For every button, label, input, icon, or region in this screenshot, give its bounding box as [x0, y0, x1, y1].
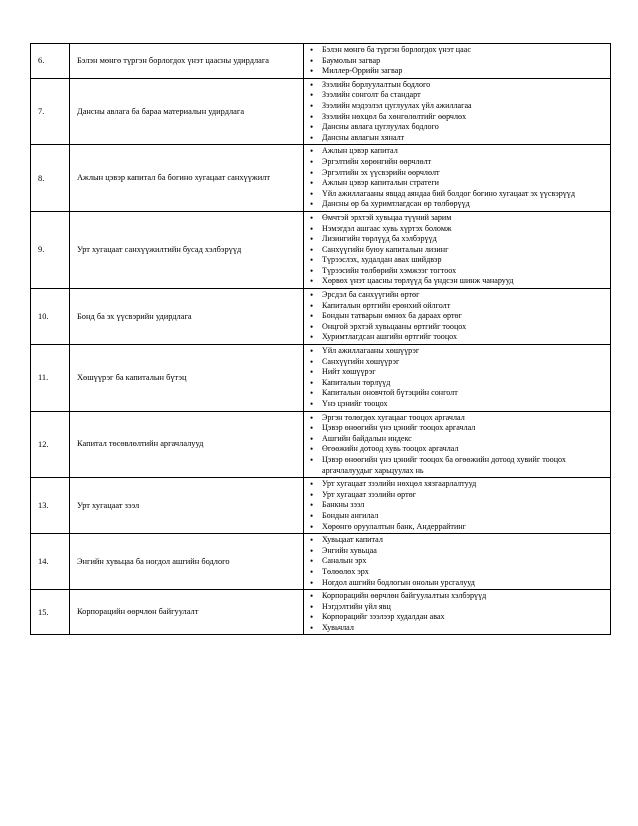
list-item: • Хуримтлагдсан ашгийн өртгийг тооцох [308, 332, 606, 343]
row-number: 12. [31, 411, 70, 478]
row-subtopics [304, 345, 611, 412]
list-item: • Бондын татварын өмнөх ба дараах өртөг [308, 311, 606, 322]
syllabus-table [30, 43, 611, 635]
list-item: • Урт хугацаат зээлийн нөхцөл хязгаарлалтууд [308, 479, 606, 490]
subtopic-list [308, 146, 606, 210]
list-item: • Корпорацийн өөрчлөн байгуулалтын хэлбэрүүд [308, 591, 606, 602]
list-item: • Зээлийн мэдээлэл цуглуулах үйл ажиллагаа [308, 101, 606, 112]
list-item: • Нэмэгдэл ашгаас хувь хүртэх боломж [308, 224, 606, 235]
row-topic: Ажлын цэвэр капитал ба богино хугацаат санхүүжилт [70, 145, 304, 212]
list-item: • Дансны өр ба хуримтлагдсан өр төлбөрүүд [308, 199, 606, 210]
row-subtopics [304, 478, 611, 534]
list-item: • Үйл ажиллагааны явцад аяндаа бий болдог богино хугацаат эх үүсвэрүүд [308, 189, 606, 200]
list-item: • Санхүүгийн буюу капиталын лизинг [308, 245, 606, 256]
list-item: • Зээлийн сонголт ба стандарт [308, 90, 606, 101]
row-subtopics [304, 44, 611, 79]
row-number: 10. [31, 289, 70, 345]
list-item: • Түрээслэх, худалдан авах шийдвэр [308, 255, 606, 266]
list-item: • Өмчтэй эрхтэй хувьцаа түүний зарим [308, 213, 606, 224]
list-item: • Ашгийн байдалын индекс [308, 434, 606, 445]
row-number: 11. [31, 345, 70, 412]
row-number: 13. [31, 478, 70, 534]
table-row [31, 44, 611, 79]
list-item: • Нэгдэлтийн үйл явц [308, 602, 606, 613]
table-body [31, 44, 611, 635]
list-item: • Саналын эрх [308, 556, 606, 567]
list-item: • Зээлийн борлуулалтын бодлого [308, 80, 606, 91]
row-topic: Урт хугацаат зээл [70, 478, 304, 534]
list-item: • Хувьцаат капитал [308, 535, 606, 546]
row-subtopics [304, 289, 611, 345]
list-item: • Капиталын өртгийн ерөнхий ойлголт [308, 301, 606, 312]
row-topic: Корпорацийн өөрчлөн байгуулалт [70, 590, 304, 635]
subtopic-list [308, 346, 606, 410]
table-row [31, 345, 611, 412]
table-row [31, 78, 611, 145]
row-topic: Хөшүүрэг ба капиталын бүтэц [70, 345, 304, 412]
list-item: • Санхүүгийн хөшүүрэг [308, 357, 606, 368]
row-topic: Урт хугацаат санхүүжилтийн бусад хэлбэрүүд [70, 211, 304, 288]
list-item: • Онцгой эрхтэй хувьцааны өртгийг тооцох [308, 322, 606, 333]
table-row [31, 411, 611, 478]
list-item: • Бондын ангилал [308, 511, 606, 522]
row-subtopics [304, 411, 611, 478]
list-item: • Эргэн төлөгдөх хугацааг тооцох аргачлал [308, 413, 606, 424]
table-row [31, 478, 611, 534]
row-subtopics [304, 590, 611, 635]
list-item: • Үйл ажиллагааны хөшүүрэг [308, 346, 606, 357]
list-item: • Бэлэн мөнгө ба түргэн борлогдох үнэт цаас [308, 45, 606, 56]
list-item: • Ажлын цэвэр капиталын стратеги [308, 178, 606, 189]
row-topic: Бэлэн мөнгө түргэн борлогдох үнэт цаасны удирдлага [70, 44, 304, 79]
subtopic-list [308, 591, 606, 633]
list-item: • Дансны авлагын хяналт [308, 133, 606, 144]
subtopic-list [308, 535, 606, 588]
list-item: • Цэвэр өнөөгийн үнэ цэнийг тооцох ба өгөөжийн дотоод хувийг тооцох аргачлалуудыг харьцуулах нь [308, 455, 606, 476]
row-number: 15. [31, 590, 70, 635]
list-item: • Энгийн хувьцаа [308, 546, 606, 557]
row-topic: Энгийн хувьцаа ба ногдол ашгийн бодлого [70, 534, 304, 590]
list-item: • Эргэлтийн хөрөнгийн өөрчлөлт [308, 157, 606, 168]
subtopic-list [308, 413, 606, 477]
list-item: • Түрээсийн төлбөрийн хэмжээг тогтоох [308, 266, 606, 277]
list-item: • Лизингийн төрлүүд ба хэлбэрүүд [308, 234, 606, 245]
row-number: 14. [31, 534, 70, 590]
subtopic-list [308, 213, 606, 287]
subtopic-list [308, 80, 606, 144]
subtopic-list [308, 479, 606, 532]
list-item: • Эрсдэл ба санхүүгийн өртөг [308, 290, 606, 301]
row-number: 8. [31, 145, 70, 212]
list-item: • Хувьчлал [308, 623, 606, 634]
row-topic: Дансны авлага ба бараа материалын удирдлага [70, 78, 304, 145]
list-item: • Корпорацийг зээлээр худалдан авах [308, 612, 606, 623]
list-item: • Төлөөлөх эрх [308, 567, 606, 578]
list-item: • Нийт хөшүүрэг [308, 367, 606, 378]
list-item: • Зээлийн нөхцөл ба хөнгөлөлтийг өөрчлөх [308, 112, 606, 123]
list-item: • Баумолын загвар [308, 56, 606, 67]
row-number: 7. [31, 78, 70, 145]
row-topic: Бонд ба эх үүсвэрийн удирдлага [70, 289, 304, 345]
table-row [31, 145, 611, 212]
list-item: • Хөрвөх үнэт цаасны төрлүүд ба үндсэн шинж чанарууд [308, 276, 606, 287]
list-item: • Капиталын оновчтой бүтэцийн сонголт [308, 388, 606, 399]
list-item: • Урт хугацаат зээлийн өртөг [308, 490, 606, 501]
list-item: • Миллер-Оррийн загвар [308, 66, 606, 77]
list-item: • Дансны авлага цуглуулах бодлого [308, 122, 606, 133]
list-item: • Өгөөжийн дотоод хувь тооцох аргачлал [308, 444, 606, 455]
table-row [31, 590, 611, 635]
list-item: • Банкны зээл [308, 500, 606, 511]
row-subtopics [304, 78, 611, 145]
list-item: • Цэвэр өнөөгийн үнэ цэнийг тооцох аргачлал [308, 423, 606, 434]
list-item: • Эргэлтийн эх үүсвэрийн өөрчлөлт [308, 168, 606, 179]
subtopic-list [308, 45, 606, 77]
list-item: • Ажлын цэвэр капитал [308, 146, 606, 157]
list-item: • Үнэ цэнийг тооцох [308, 399, 606, 410]
row-subtopics [304, 145, 611, 212]
list-item: • Ногдол ашгийн бодлогын онолын урсгалууд [308, 578, 606, 589]
subtopic-list [308, 290, 606, 343]
row-subtopics [304, 534, 611, 590]
row-number: 6. [31, 44, 70, 79]
list-item: • Капиталын төрлүүд [308, 378, 606, 389]
table-row [31, 534, 611, 590]
row-subtopics [304, 211, 611, 288]
row-topic: Капитал төсөвлөлтийн аргачлалууд [70, 411, 304, 478]
row-number: 9. [31, 211, 70, 288]
table-row [31, 289, 611, 345]
list-item: • Хөрөнгө оруулалтын банк, Андеррайтинг [308, 522, 606, 533]
table-row [31, 211, 611, 288]
